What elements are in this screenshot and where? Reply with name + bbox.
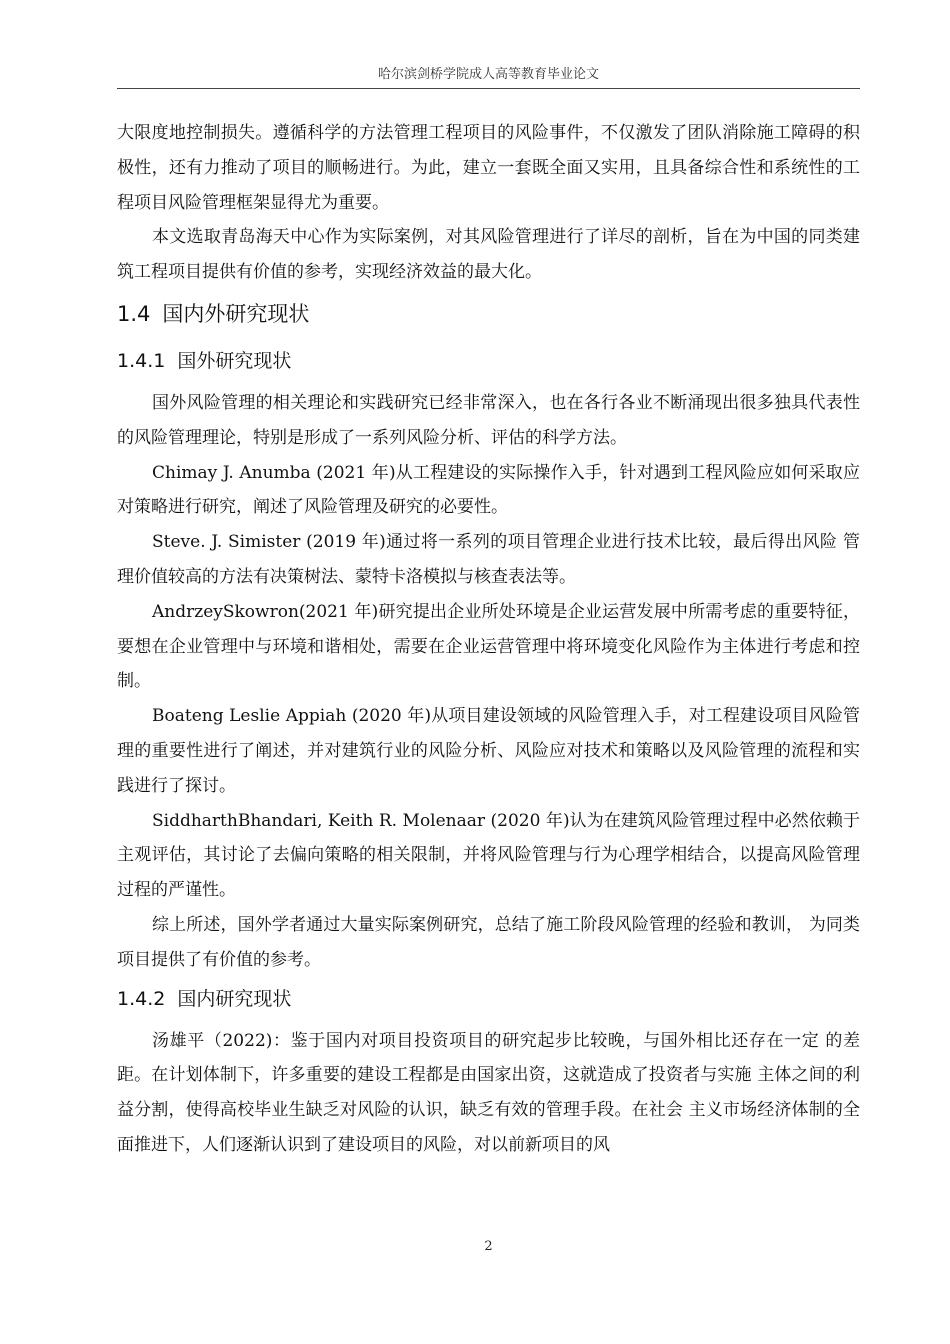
section-number: 1.4 — [117, 301, 151, 326]
paragraph-bhandari: SiddharthBhandari, Keith R. Molenaar (2020 年)认为在建筑风险管理过程中必然依赖于主观评估，其讨论了去偏向策略的相关限制，并将风险管理与行为心理学相结合，以提高风险管理过程的严谨性。 — [117, 810, 860, 901]
paragraph-case-intro: 本文选取青岛海天中心作为实际案例，对其风险管理进行了详尽的剖析，旨在为中国的同类建筑工程项目提供有价值的参考，实现经济效益的最大化。 — [117, 227, 860, 283]
subsection-heading-1-4-1 — [117, 340, 860, 386]
paragraph-continuation: 大限度地控制损失。遵循科学的方法管理工程项目的风险事件，不仅激发了团队消除施工障碍的积极性，还有力推动了项目的顺畅进行。为此，建立一套既全面又实用，且具备综合性和系统性的工程项目风险管理框架显得尤为重要。 — [117, 123, 860, 213]
page-header: 哈尔滨剑桥学院成人高等教育毕业论文 — [377, 67, 599, 82]
header-divider — [117, 88, 860, 89]
paragraph-skowron: AndrzeySkowron(2021 年)研究提出企业所处环境是企业运营发展中所需考虑的重要特征，要想在企业管理中与环境和谐相处，需要在企业运营管理中将环境变化风险作为主体进行考虑和控制。 — [117, 601, 860, 692]
subsection-title: 国内研究现状 — [177, 987, 292, 1010]
paragraph-foreign-overview: 国外风险管理的相关理论和实践研究已经非常深入，也在各行各业不断涌现出很多独具代表性的风险管理理论，特别是形成了一系列风险分析、评估的科学方法。 — [117, 392, 860, 448]
subsection-number: 1.4.2 — [117, 987, 166, 1010]
paragraph-simister: Steve. J. Simister (2019 年)通过将一系列的项目管理企业进行技术比较，最后得出风险 管理价值较高的方法有决策树法、蒙特卡洛模拟与核查表法等。 — [117, 532, 860, 587]
paragraph-foreign-summary: 综上所述，国外学者通过大量实际案例研究，总结了施工阶段风险管理的经验和教训， 为同类项目提供了有价值的参考。 — [117, 914, 860, 970]
page-number: 2 — [484, 1239, 493, 1254]
paragraph-anumba: Chimay J. Anumba (2021 年)从工程建设的实际操作入手，针对遇到工程风险应如何采取应对策略进行研究，阐述了风险管理及研究的必要性。 — [117, 462, 860, 518]
section-heading-1-4 — [117, 290, 860, 340]
document-body — [117, 116, 860, 1163]
paragraph-appiah: Boateng Leslie Appiah (2020 年)从项目建设领域的风险管理入手，对工程建设项目风险管理的重要性进行了阐述，并对建筑行业的风险分析、风险应对技术和策略以及风险管理的流程和实践进行了探讨。 — [117, 706, 860, 796]
section-title: 国内外研究现状 — [162, 301, 310, 326]
subsection-heading-1-4-2 — [117, 978, 860, 1024]
subsection-title: 国外研究现状 — [177, 349, 292, 372]
paragraph-tang: 汤雄平（2022)：鉴于国内对项目投资项目的研究起步比较晚，与国外相比还存在一定 的差距。在计划体制下，许多重要的建设工程都是由国家出资，这就造成了投资者与实施 主体之间的利益分割，使得高校毕业生缺乏对风险的认识，缺乏有效的管理手段。在社会 主义市场经济体制的全面推进下，人们逐渐认识到了建设项目的风险，对以前新项目的风 — [117, 1030, 860, 1155]
subsection-number: 1.4.1 — [117, 349, 166, 372]
